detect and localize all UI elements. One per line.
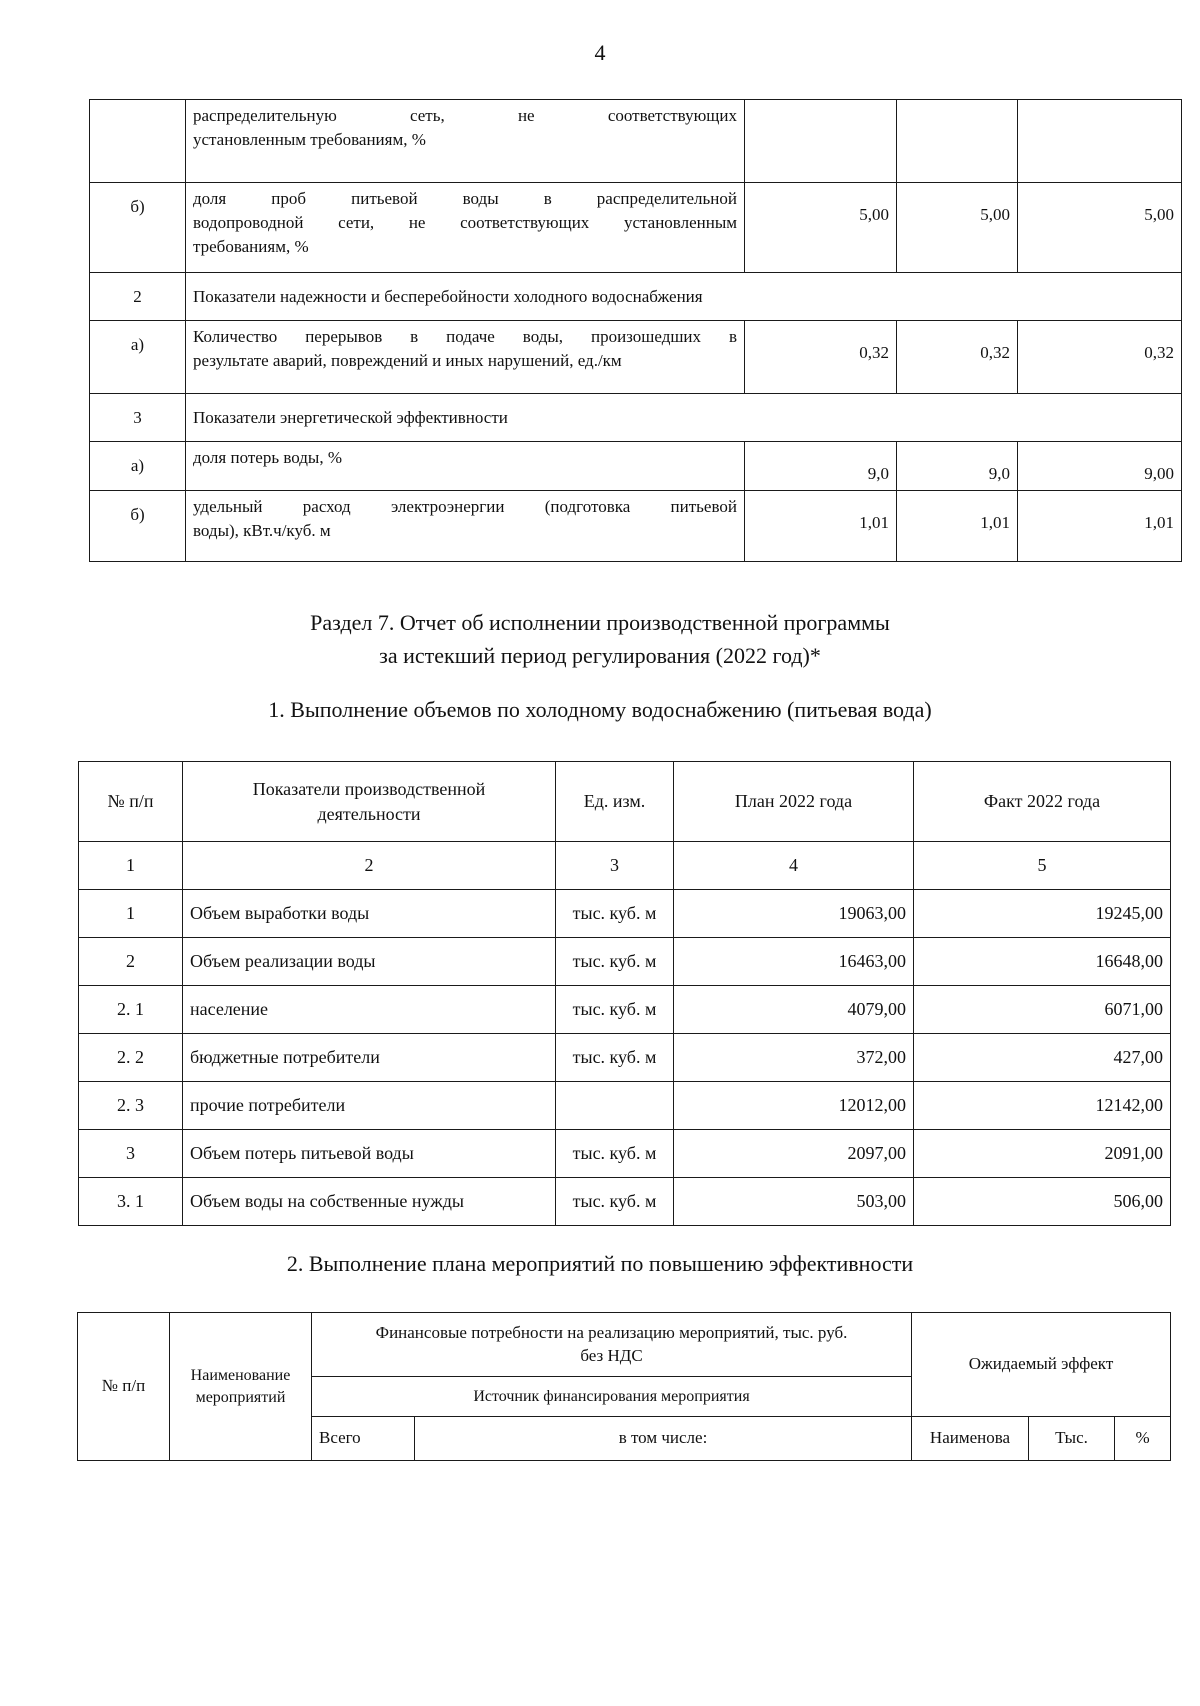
indicators-row — [90, 321, 1182, 394]
indicators-section-row — [90, 273, 1182, 321]
indicator-value: 5,00 — [1018, 183, 1182, 273]
measures-heading: 2. Выполнение плана мероприятий по повышению эффективности — [286, 1251, 914, 1276]
measures-table — [77, 1312, 1171, 1461]
indicator-section-title: Показатели надежности и бесперебойности холодного водоснабжения — [186, 273, 1182, 321]
volumes-header-row — [79, 762, 1171, 842]
measures-header-name-line2: мероприятий — [195, 1388, 286, 1406]
volumes-col-number: 1 — [79, 842, 183, 890]
indicators-table-body — [90, 100, 1182, 562]
indicator-description — [186, 183, 745, 273]
volumes-row-plan: 4079,00 — [674, 986, 914, 1034]
measures-finance-line2: без НДС — [580, 1345, 643, 1365]
indicator-value: 1,01 — [897, 490, 1018, 561]
volumes-header-indicator: Показатели производственной деятельности — [183, 762, 556, 842]
indicators-row — [90, 442, 1182, 491]
volumes-row-fact: 6071,00 — [914, 986, 1171, 1034]
indicator-value: 9,0 — [745, 442, 897, 491]
measures-header-total: Всего — [312, 1417, 415, 1461]
volumes-header-fact: Факт 2022 года — [914, 762, 1171, 842]
indicators-row — [90, 490, 1182, 561]
volumes-row-plan: 12012,00 — [674, 1082, 914, 1130]
volumes-row-name: Объем выработки воды — [183, 890, 556, 938]
volumes-row-unit — [556, 1082, 674, 1130]
volumes-row-name: бюджетные потребители — [183, 1034, 556, 1082]
indicator-number: 2 — [90, 273, 186, 321]
volumes-col-number: 2 — [183, 842, 556, 890]
measures-header-source: Источник финансирования мероприятия — [312, 1377, 912, 1417]
indicator-description — [186, 100, 745, 183]
volumes-row-plan: 372,00 — [674, 1034, 914, 1082]
volumes-row-fact: 427,00 — [914, 1034, 1171, 1082]
indicator-description-line: удельный расход электроэнергии (подготовка питьевой — [193, 496, 737, 516]
page-number: 4 — [594, 40, 606, 65]
measures-finance-line1: Финансовые потребности на реализацию мероприятий, тыс. руб. — [375, 1322, 848, 1342]
volumes-row-number: 2. 2 — [79, 1034, 183, 1082]
volumes-row-unit: тыс. куб. м — [556, 1178, 674, 1226]
volumes-row — [79, 1082, 1171, 1130]
indicator-description-line: воды), кВт.ч/куб. м — [193, 520, 331, 540]
volumes-col-number: 5 — [914, 842, 1171, 890]
volumes-row-unit: тыс. куб. м — [556, 1130, 674, 1178]
indicator-section-title: Показатели энергетической эффективности — [186, 394, 1182, 442]
volumes-row-unit: тыс. куб. м — [556, 986, 674, 1034]
volumes-row-plan: 2097,00 — [674, 1130, 914, 1178]
volumes-header-unit: Ед. изм. — [556, 762, 674, 842]
volumes-row-fact: 506,00 — [914, 1178, 1171, 1226]
volumes-row-unit: тыс. куб. м — [556, 1034, 674, 1082]
indicator-number: 3 — [90, 394, 186, 442]
measures-header-effect-pct: % — [1115, 1417, 1171, 1461]
indicator-description — [186, 321, 745, 394]
indicator-description-line: Количество перерывов в подаче воды, произошедших в — [193, 327, 737, 346]
section-7-title-line2: за истекший период регулирования (2022 год)* — [379, 643, 821, 668]
volumes-row-number: 3. 1 — [79, 1178, 183, 1226]
indicator-number: а) — [90, 442, 186, 491]
volumes-row-fact: 12142,00 — [914, 1082, 1171, 1130]
indicator-value: 9,00 — [1018, 442, 1182, 491]
volumes-row-plan: 503,00 — [674, 1178, 914, 1226]
indicator-description-line: доля проб питьевой воды в распределительной — [193, 189, 737, 208]
indicator-number: а) — [90, 321, 186, 394]
section-7-title-line1: Раздел 7. Отчет об исполнении производственной программы — [310, 610, 890, 635]
indicator-number — [90, 100, 186, 183]
volumes-row-name: население — [183, 986, 556, 1034]
indicator-value — [1018, 100, 1182, 183]
measures-header-effect: Ожидаемый эффект — [912, 1313, 1171, 1417]
indicators-row — [90, 100, 1182, 183]
section-7-heading — [0, 606, 1200, 672]
indicator-value: 0,32 — [897, 321, 1018, 394]
volumes-row-name: Объем воды на собственные нужды — [183, 1178, 556, 1226]
volumes-row-number: 2. 3 — [79, 1082, 183, 1130]
volumes-row — [79, 1178, 1171, 1226]
volumes-table-body — [79, 890, 1171, 1226]
volumes-row-number: 2. 1 — [79, 986, 183, 1034]
measures-header-including: в том числе: — [415, 1417, 912, 1461]
volumes-col-number: 4 — [674, 842, 914, 890]
volumes-row-fact: 2091,00 — [914, 1130, 1171, 1178]
indicator-description-line: результате аварий, повреждений и иных нарушений, ед./км — [193, 350, 622, 370]
volumes-col-number: 3 — [556, 842, 674, 890]
indicator-value: 0,32 — [745, 321, 897, 394]
volumes-col-numbers-row — [79, 842, 1171, 890]
indicator-value — [745, 100, 897, 183]
indicator-description — [186, 490, 745, 561]
volumes-row-fact: 16648,00 — [914, 938, 1171, 986]
volumes-header-plan: План 2022 года — [674, 762, 914, 842]
volumes-row-unit: тыс. куб. м — [556, 938, 674, 986]
measures-header-effect-name: Наименова — [912, 1417, 1029, 1461]
indicator-description-line: доля потерь воды, % — [193, 448, 342, 467]
volumes-header-num: № п/п — [79, 762, 183, 842]
indicator-value: 1,01 — [1018, 490, 1182, 561]
volumes-row-unit: тыс. куб. м — [556, 890, 674, 938]
volumes-row-number: 2 — [79, 938, 183, 986]
indicator-description-line: требованиям, % — [193, 236, 309, 256]
volumes-row-name: Объем реализации воды — [183, 938, 556, 986]
volumes-row — [79, 938, 1171, 986]
volumes-row — [79, 1130, 1171, 1178]
volumes-row-plan: 16463,00 — [674, 938, 914, 986]
indicator-value: 0,32 — [1018, 321, 1182, 394]
volumes-row — [79, 986, 1171, 1034]
measures-header-num: № п/п — [78, 1313, 170, 1461]
measures-header-effect-thous: Тыс. — [1029, 1417, 1115, 1461]
volumes-row-number: 3 — [79, 1130, 183, 1178]
indicator-number: б) — [90, 183, 186, 273]
volumes-row-name: Объем потерь питьевой воды — [183, 1130, 556, 1178]
indicator-description-line: распределительную сеть, не соответствующих — [193, 106, 737, 125]
volumes-table — [78, 761, 1171, 1226]
indicators-table — [89, 99, 1182, 562]
volumes-row-plan: 19063,00 — [674, 890, 914, 938]
indicator-value: 1,01 — [745, 490, 897, 561]
indicators-section-row — [90, 394, 1182, 442]
measures-header-name — [170, 1313, 312, 1461]
volumes-row-number: 1 — [79, 890, 183, 938]
indicator-description-line: водопроводной сети, не соответствующих установленным — [193, 212, 737, 232]
indicator-value: 5,00 — [745, 183, 897, 273]
volumes-row — [79, 1034, 1171, 1082]
indicator-value — [897, 100, 1018, 183]
indicators-row — [90, 183, 1182, 273]
measures-header-finance — [312, 1313, 912, 1377]
indicator-description-line: установленным требованиям, % — [193, 129, 426, 149]
measures-header-name-line1: Наименование — [190, 1366, 291, 1384]
indicator-description — [186, 442, 745, 491]
volumes-row-name: прочие потребители — [183, 1082, 556, 1130]
volumes-row — [79, 890, 1171, 938]
indicator-value: 9,0 — [897, 442, 1018, 491]
volumes-heading: 1. Выполнение объемов по холодному водоснабжению (питьевая вода) — [268, 697, 932, 722]
indicator-value: 5,00 — [897, 183, 1018, 273]
volumes-row-fact: 19245,00 — [914, 890, 1171, 938]
indicator-number: б) — [90, 490, 186, 561]
